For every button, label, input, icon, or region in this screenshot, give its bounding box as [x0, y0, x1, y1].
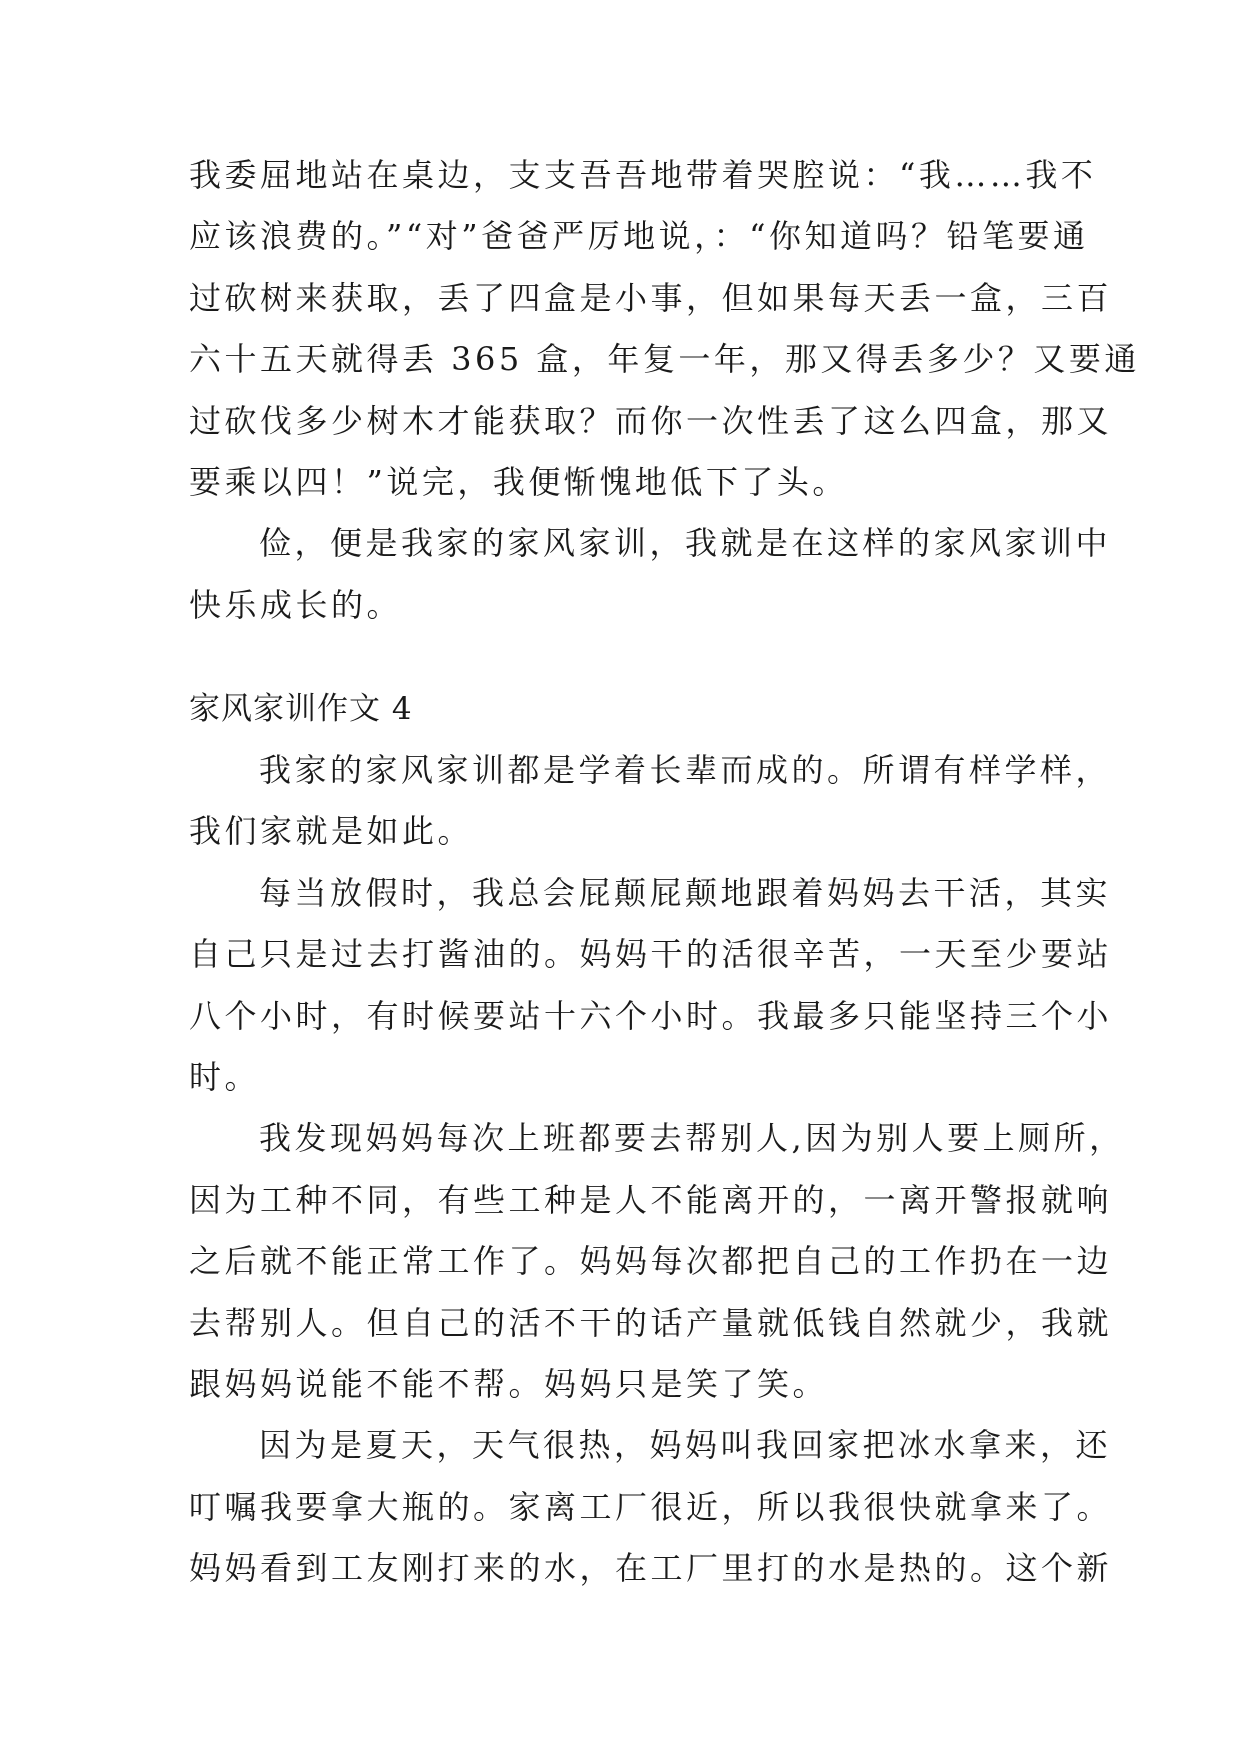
section-2-body — [189, 740, 1125, 1599]
text-line: 我家的家风家训都是学着长辈而成的。所谓有样学样， — [259, 751, 1112, 789]
text-line: 六十五天就得丢 365 盒，年复一年，那又得丢多少？又要通 — [189, 340, 1140, 379]
text-line: 要乘以四！”说完，我便惭愧地低下了头。 — [189, 462, 848, 501]
text-line: 过砍树来获取，丢了四盒是小事，但如果每天丢一盒，三百 — [189, 278, 1113, 317]
text-line: 俭，便是我家的家风家训，我就是在这样的家风家训中 — [259, 524, 1112, 563]
text-line: 因为是夏天，天气很热，妈妈叫我回家把冰水拿来，还 — [259, 1426, 1112, 1465]
text-line: 叮嘱我要拿大瓶的。家离工厂很近，所以我很快就拿来了。 — [189, 1487, 1113, 1526]
text-line: 每当放假时，我总会屁颠屁颠地跟着妈妈去干活，其实 — [259, 873, 1112, 912]
text-line: 八个小时，有时候要站十六个小时。我最多只能坚持三个小 — [189, 996, 1113, 1035]
text-line: 因为工种不同，有些工种是人不能离开的，一离开警报就响 — [189, 1180, 1113, 1219]
text-line: 过砍伐多少树木才能获取？而你一次性丢了这么四盒，那又 — [189, 401, 1113, 440]
text-line: 快乐成长的。 — [189, 585, 403, 624]
text-line: 我委屈地站在桌边，支支吾吾地带着哭腔说：“我……我不 — [189, 156, 1097, 194]
text-line: 去帮别人。但自己的活不干的话产量就低钱自然就少，我就 — [189, 1303, 1113, 1342]
text-line: 我们家就是如此。 — [189, 812, 474, 851]
essay-heading: 家风家训作文 4 — [189, 691, 413, 727]
text-line: 之后就不能正常工作了。妈妈每次都把自己的工作扔在一边 — [189, 1242, 1113, 1281]
text-line: 跟妈妈说能不能不帮。妈妈只是笑了笑。 — [189, 1364, 829, 1403]
text-line: 妈妈看到工友刚打来的水，在工厂里打的水是热的。这个新 — [189, 1549, 1113, 1588]
text-line: 自己只是过去打酱油的。妈妈干的活很辛苦，一天至少要站 — [189, 935, 1113, 974]
text-line: 我发现妈妈每次上班都要去帮别人,因为别人要上厕所， — [259, 1119, 1125, 1158]
text-line: 应该浪费的。”“对”爸爸严厉地说，：“你知道吗？铅笔要通 — [189, 217, 1089, 256]
text-line: 时。 — [189, 1057, 261, 1096]
section-1-body — [189, 145, 1140, 636]
